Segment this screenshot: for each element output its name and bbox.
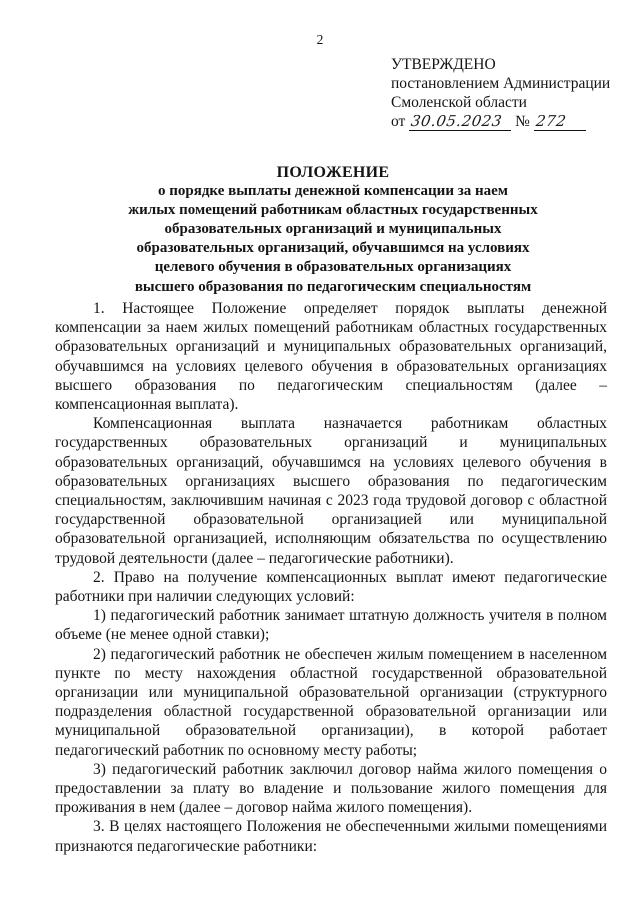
document-body [55, 299, 607, 856]
approval-stamp [391, 55, 610, 131]
number-field [534, 113, 586, 131]
title-line: жилых помещений работникам областных государственных [128, 202, 538, 219]
paragraph: 1. Настоящее Положение определяет порядок выплаты денежной компенсации за наем жилых помещений работникам областных государственных образовательных организаций и муниципальных образовательных организаций, обучавшимся на условиях целевого обучения в образовательных организациях высшего образования по педагогическим специальностям (далее – компенсационная выплата). [55, 300, 607, 414]
handwritten-number: 272 [534, 112, 568, 130]
approval-date-number [391, 112, 610, 131]
paragraph: 3. В целях настоящего Положения не обеспеченными жилыми помещениями признаются педагогические работники: [55, 818, 607, 855]
page-number: 2 [316, 32, 324, 47]
approval-authority: постановлением Администрации [391, 75, 611, 92]
paragraph: 2. Право на получение компенсационных выплат имеют педагогические работники при наличии следующих условий: [55, 568, 607, 606]
paragraph: 1) педагогический работник занимает штатную должность учителя в полном объеме (не менее одной ставки); [55, 607, 607, 644]
title-line: образовательных организаций и муниципальных [164, 221, 502, 238]
paragraph: 3) педагогический работник заключил договор найма жилого помещения о предоставлении за плату во владение и пользование жилого помещения для проживания в нем (далее – договор найма жилого помещения). [55, 760, 607, 817]
title-heading: ПОЛОЖЕНИЕ [276, 164, 390, 181]
handwritten-date: 30.05.2023 [410, 112, 504, 130]
approval-region: Смоленской области [391, 94, 527, 111]
title-line: образовательных организаций, обучавшимся на условиях [136, 240, 530, 257]
date-field [409, 113, 511, 131]
title-line: о порядке выплаты денежной компенсации за наем [157, 183, 509, 200]
approval-title: УТВЕРЖДЕНО [391, 56, 496, 73]
number-sign: № [515, 113, 530, 130]
paragraph: Компенсационная выплата назначается работникам областных государственных образовательных организаций и муниципальных образовательных организаций, обучавшимся на условиях целевого обучения в образовательных организациях высшего образования по педагогическим специальностям, заключившим начиная с 2023 года трудовой договор с областной государственной образовательной организацией или муниципальной образовательной организацией, исполняющим обязательства по осуществлению трудовой деятельности (далее – педагогические работники). [55, 415, 607, 567]
title-line: высшего образования по педагогическим специальностям [134, 278, 532, 295]
paragraph: 2) педагогический работник не обеспечен жилым помещением в населенном пункте по месту нахождения областной государственной образовательной организации или муниципальной образовательной организации (структурного подразделения областной государственной образовательной организации или муниципальной образовательной организации), в которой работает педагогический работник по основному месту работы; [55, 645, 607, 759]
date-prefix: от [391, 113, 406, 130]
document-title [40, 163, 626, 297]
title-line: целевого обучения в образовательных организациях [154, 259, 512, 276]
